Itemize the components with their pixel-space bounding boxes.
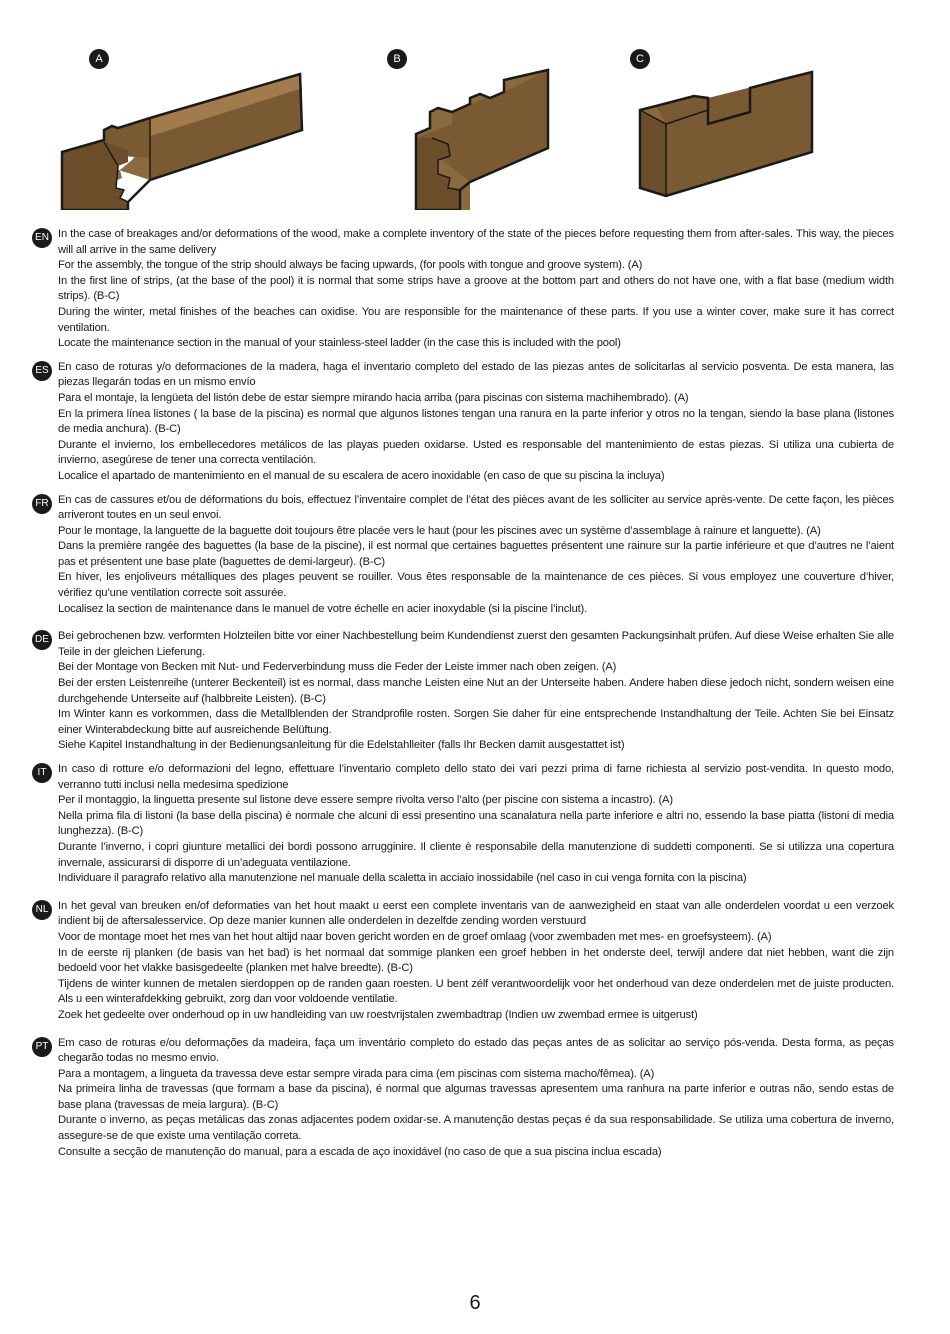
language-badge-it: IT xyxy=(32,763,52,783)
paragraph: Em caso de roturas e/ou deformações da madeira, faça um inventário completo do estado das peças antes de as solicitar ao serviço pós-venda. Desta forma, as peças chegarão todas no mesmo envio. xyxy=(58,1036,894,1065)
figure-label-a: A xyxy=(89,49,109,69)
paragraph: In caso di rotture e/o deformazioni del legno, effettuare l’inventario completo dello stato dei vari pezzi prima di farne richiesta al servizio post-vendita. In questo modo, verranno tutti inclusi nella medesima spedizione xyxy=(58,763,894,791)
section-en xyxy=(32,227,894,352)
figure-label-b: B xyxy=(387,49,407,69)
paragraph: Bei der ersten Leistenreihe (unterer Beckenteil) ist es normal, dass manche Leisten eine Nut an der Unterseite haben. Andere haben diese jedoch nicht, sondern weisen eine durchgehende Unterseite auf (halbbreite Leisten). (B-C) xyxy=(58,677,894,705)
language-badge-fr: FR xyxy=(32,494,52,514)
paragraph: En hiver, les enjoliveurs métalliques des plages peuvent se rouiller. Vous êtes responsable de la maintenance de ces pièces. Si vous employez une couverture d’hiver, vérifiez qu’une ventilation correcte soit assurée. xyxy=(58,571,894,600)
paragraph: Localice el apartado de mantenimiento en el manual de su escalera de acero inoxidable (en caso de que su piscina la incluya) xyxy=(58,469,665,482)
wood-strip-groove-bottom-icon xyxy=(320,40,630,210)
paragraph: Siehe Kapitel Instandhaltung in der Bedienungsanleitung für die Edelstahlleiter (falls Ihr Becken damit ausgestattet ist) xyxy=(58,739,625,752)
paragraph: Durante el invierno, los embellecedores metálicos de las playas pueden oxidarse. Usted es responsable del mantenimiento de estas piezas. Si utiliza una cubierta de invierno, asegúrese de tener una correcta ventilación. xyxy=(58,438,894,467)
language-badge-de: DE xyxy=(32,630,52,650)
paragraph: In de eerste rij planken (de basis van het bad) is het normaal dat sommige planken een groef hebben in het onderste deel, terwijl andere dat niet hebben, want die zijn bedoeld voor het vlakke basisgedeelte (planken met halve breedte). (B-C) xyxy=(58,946,894,975)
paragraph: Zoek het gedeelte over onderhoud op in uw handleiding van uw roestvrijstalen zwembadtrap (Indien uw zwembad ermee is uitgerust) xyxy=(58,1008,698,1021)
paragraph: In the first line of strips, (at the base of the pool) it is normal that some strips have a groove at the bottom part and others do not have one, with a flat base (medium width strips). (B-C) xyxy=(58,274,894,303)
paragraph: Durante l’inverno, i copri giunture metallici dei bordi possono arrugginire. Il cliente è responsabile della manutenzione di suddetti componenti. Se si utilizza una copertura invernale, assicurarsi di disporre di un’adeguata ventilazione. xyxy=(58,840,894,869)
paragraph: In the case of breakages and/or deformations of the wood, make a complete inventory of the state of the pieces before requesting them from after-sales. This way, the pieces will all arrive in the same delivery xyxy=(58,228,894,256)
paragraph: En la primera línea listones ( la base de la piscina) es normal que algunos listones tengan una ranura en la parte inferior y otros no la tengan, siendo la base plana (listones de media anchura). (B-C) xyxy=(58,407,894,436)
figure-c xyxy=(630,40,950,210)
multilingual-instructions xyxy=(32,227,894,1168)
figure-b xyxy=(320,40,630,210)
paragraph: Dans la première rangée des baguettes (la base de la piscine), il est normal que certaines baguettes présentent une rainure sur la partie inférieure et que d’autres ne l’aient pas et présentent une base plate (baguettes de demi-largeur). (B-C) xyxy=(58,540,894,568)
paragraph: Durante o inverno, as peças metálicas das zonas adjacentes podem oxidar-se. A manutenção destas peças é da sua responsabilidade. Se utiliza uma cobertura de inverno, assegure-se de que existe uma ventilação correta. xyxy=(58,1114,894,1143)
paragraph: Im Winter kann es vorkommen, dass die Metallblenden der Strandprofile rosten. Sorgen Sie daher für eine entsprechende Instandhaltung der Teile. Achten Sie bei Einsatz einer Winterabdeckung bitte auf ausreichende Belüftung. xyxy=(58,708,894,736)
paragraph: Bei gebrochenen bzw. verformten Holzteilen bitte vor einer Nachbestellung beim Kundendienst zuerst den gesamten Packungsinhalt prüfen. Auf diese Weise erhalten Sie alle Teile in der gleichen Lieferung. xyxy=(58,630,894,658)
language-badge-es: ES xyxy=(32,361,52,381)
language-badge-en: EN xyxy=(32,228,52,248)
language-badge-pt: PT xyxy=(32,1037,52,1057)
paragraph: Bei der Montage von Becken mit Nut- und Federverbindung muss die Feder der Leiste immer nach oben zeigen. (A) xyxy=(58,661,617,674)
paragraph: During the winter, metal finishes of the beaches can oxidise. You are responsible for the maintenance of these parts. If you use a winter cover, make sure it has correct ventilation. xyxy=(58,305,894,334)
paragraph: Para a montagem, a lingueta da travessa deve estar sempre virada para cima (em piscinas com sistema macho/fêmea). (A) xyxy=(58,1067,655,1080)
wood-strip-flat-base-icon xyxy=(630,40,950,210)
paragraph: Individuare il paragrafo relativo alla manutenzione nel manuale della scaletta in acciaio inossidabile (nel caso in cui venga fornita con la piscina) xyxy=(58,872,747,885)
paragraph: En caso de roturas y/o deformaciones de la madera, haga el inventario completo del estado de las piezas antes de solicitarlas al servicio posventa. De esta manera, las piezas llegarán todas en un mismo envío xyxy=(58,360,894,389)
paragraph: Localisez la section de maintenance dans le manuel de votre échelle en acier inoxydable (si la piscine l’inclut). xyxy=(58,602,588,615)
section-it xyxy=(32,762,894,887)
section-pt xyxy=(32,1036,894,1161)
page-number: 6 xyxy=(469,1292,481,1314)
section-es xyxy=(32,360,894,485)
paragraph: Voor de montage moet het mes van het hout altijd naar boven gericht worden en de groef omlaag (voor zwembaden met mes- en groefsysteem). (A) xyxy=(58,930,772,943)
wood-strip-tongue-groove-icon xyxy=(0,40,320,210)
paragraph: In het geval van breuken en/of deformaties van het hout maakt u eerst een complete inventaris van de aanwezigheid en staat van alle onderdelen voordat u een verzoek indient bij de aftersalesservice. Op deze manier kunnen alle onderdelen in dezelfde zending worden verstuurd xyxy=(58,899,894,928)
paragraph: Na primeira linha de travessas (que formam a base da piscina), é normal que algumas travessas apresentem uma ranhura na parte inferior e outras não, sendo estas de base plana (travessas de meia largura). (B-C) xyxy=(58,1083,894,1111)
paragraph: Per il montaggio, la linguetta presente sul listone deve essere sempre rivolta verso l’alto (per piscine con sistema a incastro). (A) xyxy=(58,794,673,807)
paragraph: Locate the maintenance section in the manual of your stainless-steel ladder (in the case this is included with the pool) xyxy=(58,337,621,350)
paragraph: En cas de cassures et/ou de déformations du bois, effectuez l’inventaire complet de l’état des pièces avant de les solliciter au service après-vente. De cette façon, les pièces arriveront toutes en un seul envoi. xyxy=(58,493,894,522)
paragraph: Pour le montage, la languette de la baguette doit toujours être placée vers le haut (pour les piscines avec un système d’assemblage à rainure et languette). (A) xyxy=(58,524,821,537)
figure-label-c: C xyxy=(630,49,650,69)
figures-row xyxy=(0,40,950,210)
paragraph: Tijdens de winter kunnen de metalen sierdoppen op de randen gaan roesten. U bent zélf verantwoordelijk voor het onderhoud van deze onderdelen met de juiste producten. Als u een winterafdekking gebruikt, zorg dan voor voldoende ventilatie. xyxy=(58,977,894,1006)
paragraph: Nella prima fila di listoni (la base della piscina) è normale che alcuni di essi presentino una scanalatura nella parte inferiore e altri no, essendo la base piatta (listoni di media lunghezza). (B-C) xyxy=(58,809,894,838)
section-nl xyxy=(32,899,894,1024)
figure-a xyxy=(0,40,320,210)
section-de xyxy=(32,629,894,754)
language-badge-nl: NL xyxy=(32,900,52,920)
paragraph: Para el montaje, la lengüeta del listón debe de estar siempre mirando hacia arriba (para piscinas con sistema machihembrado). (A) xyxy=(58,391,689,404)
paragraph: Consulte a secção de manutenção do manual, para a escada de aço inoxidável (no caso de que a sua piscina inclua escada) xyxy=(58,1145,662,1158)
paragraph: For the assembly, the tongue of the strip should always be facing upwards, (for pools with tongue and groove system). (A) xyxy=(58,259,643,272)
section-fr xyxy=(32,493,894,618)
